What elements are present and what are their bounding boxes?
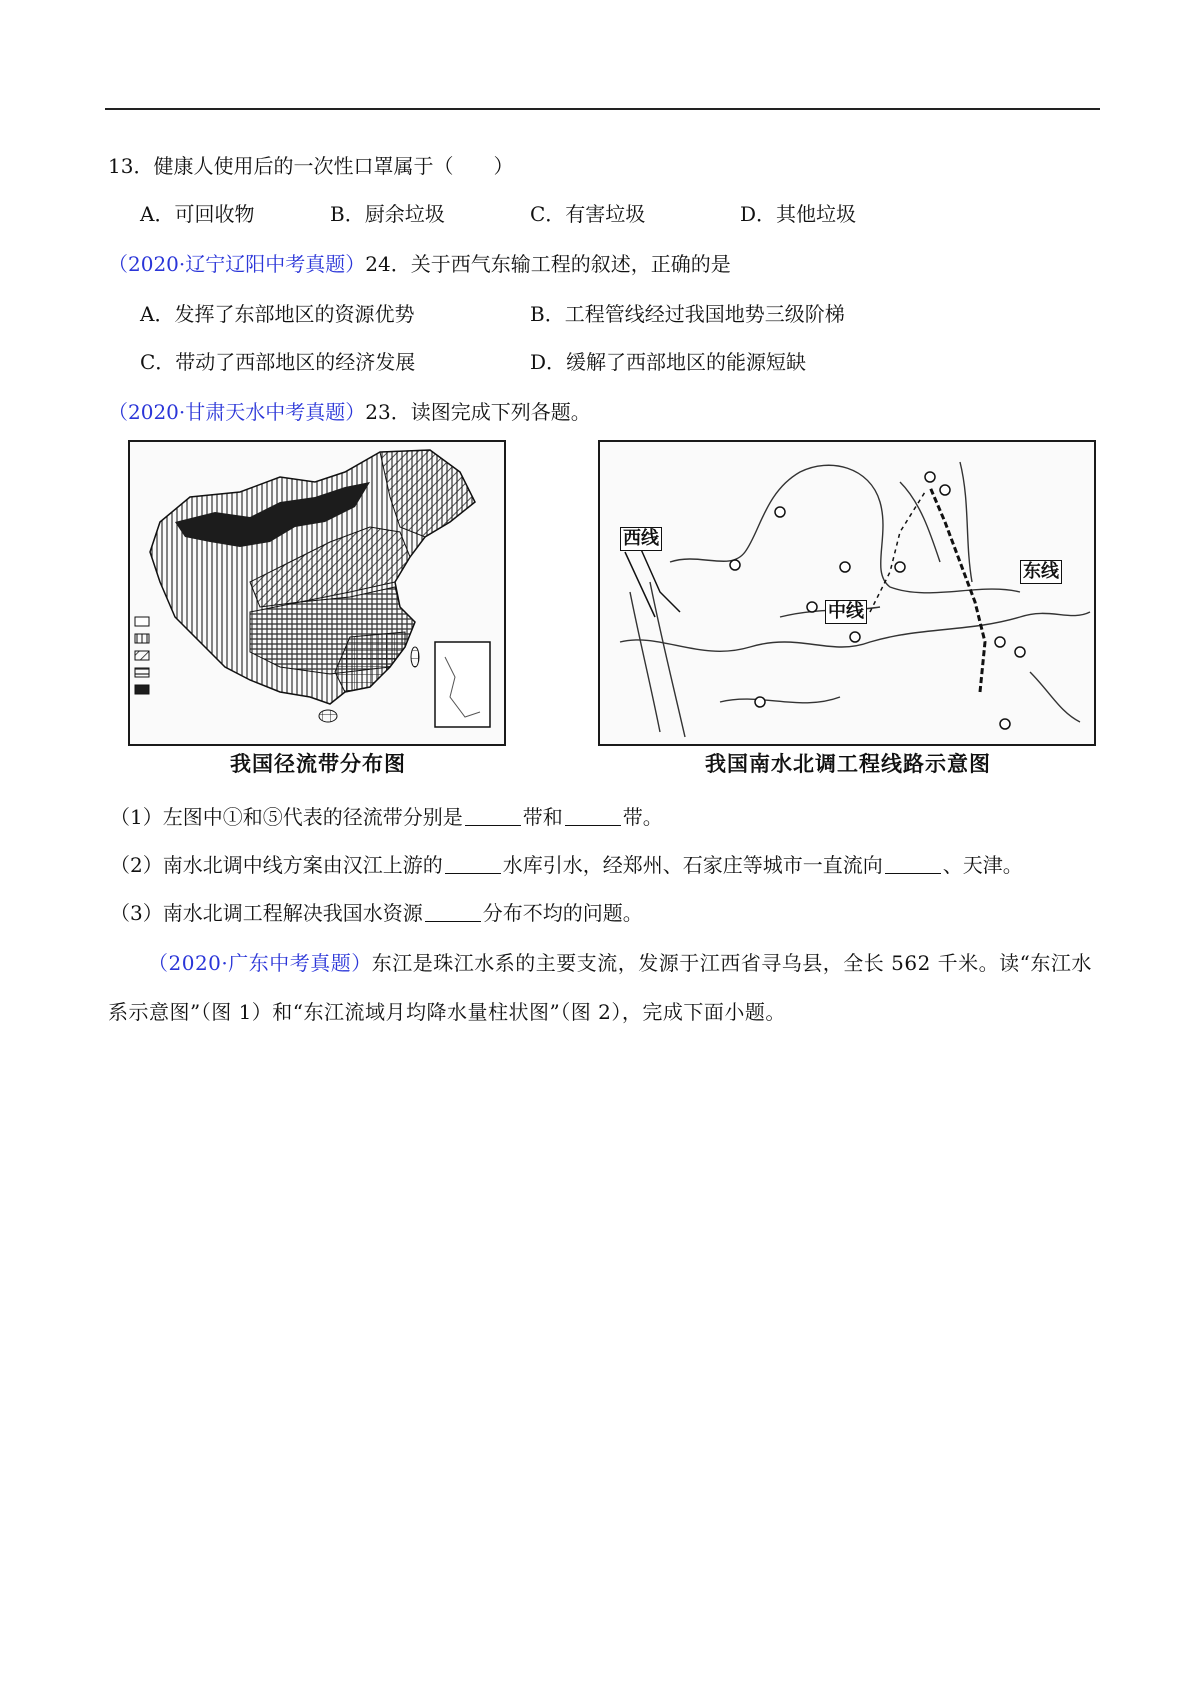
q23-sub2-text-a: （2）南水北调中线方案由汉江上游的: [110, 853, 443, 877]
q13-option-d: D．其他垃圾: [740, 202, 857, 226]
dongjiang-line-1: [148, 949, 1092, 977]
q23-sub1-text-c: 带。: [622, 805, 663, 829]
q23-sub3-blank-1[interactable]: [425, 903, 481, 922]
q24-option-a: A．发挥了东部地区的资源优势: [140, 302, 415, 326]
east-route-label: 东线: [1020, 560, 1062, 584]
q23-sub2-blank-2[interactable]: [885, 855, 941, 874]
header-rule: [105, 108, 1100, 110]
runoff-map-caption: 我国径流带分布图: [230, 752, 406, 776]
q23-sub1-blank-1[interactable]: [465, 807, 521, 826]
q13-stem: 13．健康人使用后的一次性口罩属于（ ）: [108, 154, 514, 178]
water-transfer-map: [598, 440, 1096, 746]
dongjiang-text-1: 东江是珠江水系的主要支流，发源于江西省寻乌县，全长 562 千米。读“东江水: [371, 951, 1092, 975]
q23-sub1-text-b: 带和: [522, 805, 563, 829]
q23-sub2-text-c: 、天津。: [942, 853, 1023, 877]
q23-stem: 23．读图完成下列各题。: [365, 400, 591, 424]
q13-option-c: C．有害垃圾: [530, 202, 646, 226]
q24-line: [108, 250, 731, 278]
runoff-zone-map: [128, 440, 506, 746]
water-transfer-map-caption: 我国南水北调工程线路示意图: [705, 752, 991, 776]
middle-route-label: 中线: [825, 600, 867, 624]
q23-sub3-text-a: （3）南水北调工程解决我国水资源: [110, 901, 423, 925]
q24-option-b: B．工程管线经过我国地势三级阶梯: [530, 302, 845, 326]
dongjiang-source: （2020·广东中考真题）: [148, 951, 372, 975]
q23-sub1-blank-2[interactable]: [565, 807, 621, 826]
q23-sub2-blank-1[interactable]: [445, 855, 501, 874]
q23-sub1: [110, 803, 663, 831]
q24-option-c: C．带动了西部地区的经济发展: [140, 350, 416, 374]
west-route-label: 西线: [620, 527, 662, 551]
q23-line: [108, 398, 591, 426]
q23-sub1-text-a: （1）左图中①和⑤代表的径流带分别是: [110, 805, 463, 829]
runoff-zone-map-image: [130, 442, 504, 744]
q23-sub2: [110, 851, 1023, 879]
q24-option-d: D．缓解了西部地区的能源短缺: [530, 350, 807, 374]
q23-sub3-text-b: 分布不均的问题。: [482, 901, 643, 925]
q24-stem: 24．关于西气东输工程的叙述，正确的是: [365, 252, 731, 276]
q13-option-a: A．可回收物: [140, 202, 255, 226]
q13-option-b: B．厨余垃圾: [330, 202, 445, 226]
water-transfer-map-image: [600, 442, 1094, 744]
q23-sub2-text-b: 水库引水，经郑州、石家庄等城市一直流向: [502, 853, 883, 877]
q23-sub3: [110, 899, 643, 927]
dongjiang-line-2: 系示意图”（图 1）和“东江流域月均降水量柱状图”（图 2），完成下面小题。: [108, 1000, 786, 1024]
q23-source: （2020·甘肃天水中考真题）: [108, 400, 366, 424]
q24-source: （2020·辽宁辽阳中考真题）: [108, 252, 366, 276]
